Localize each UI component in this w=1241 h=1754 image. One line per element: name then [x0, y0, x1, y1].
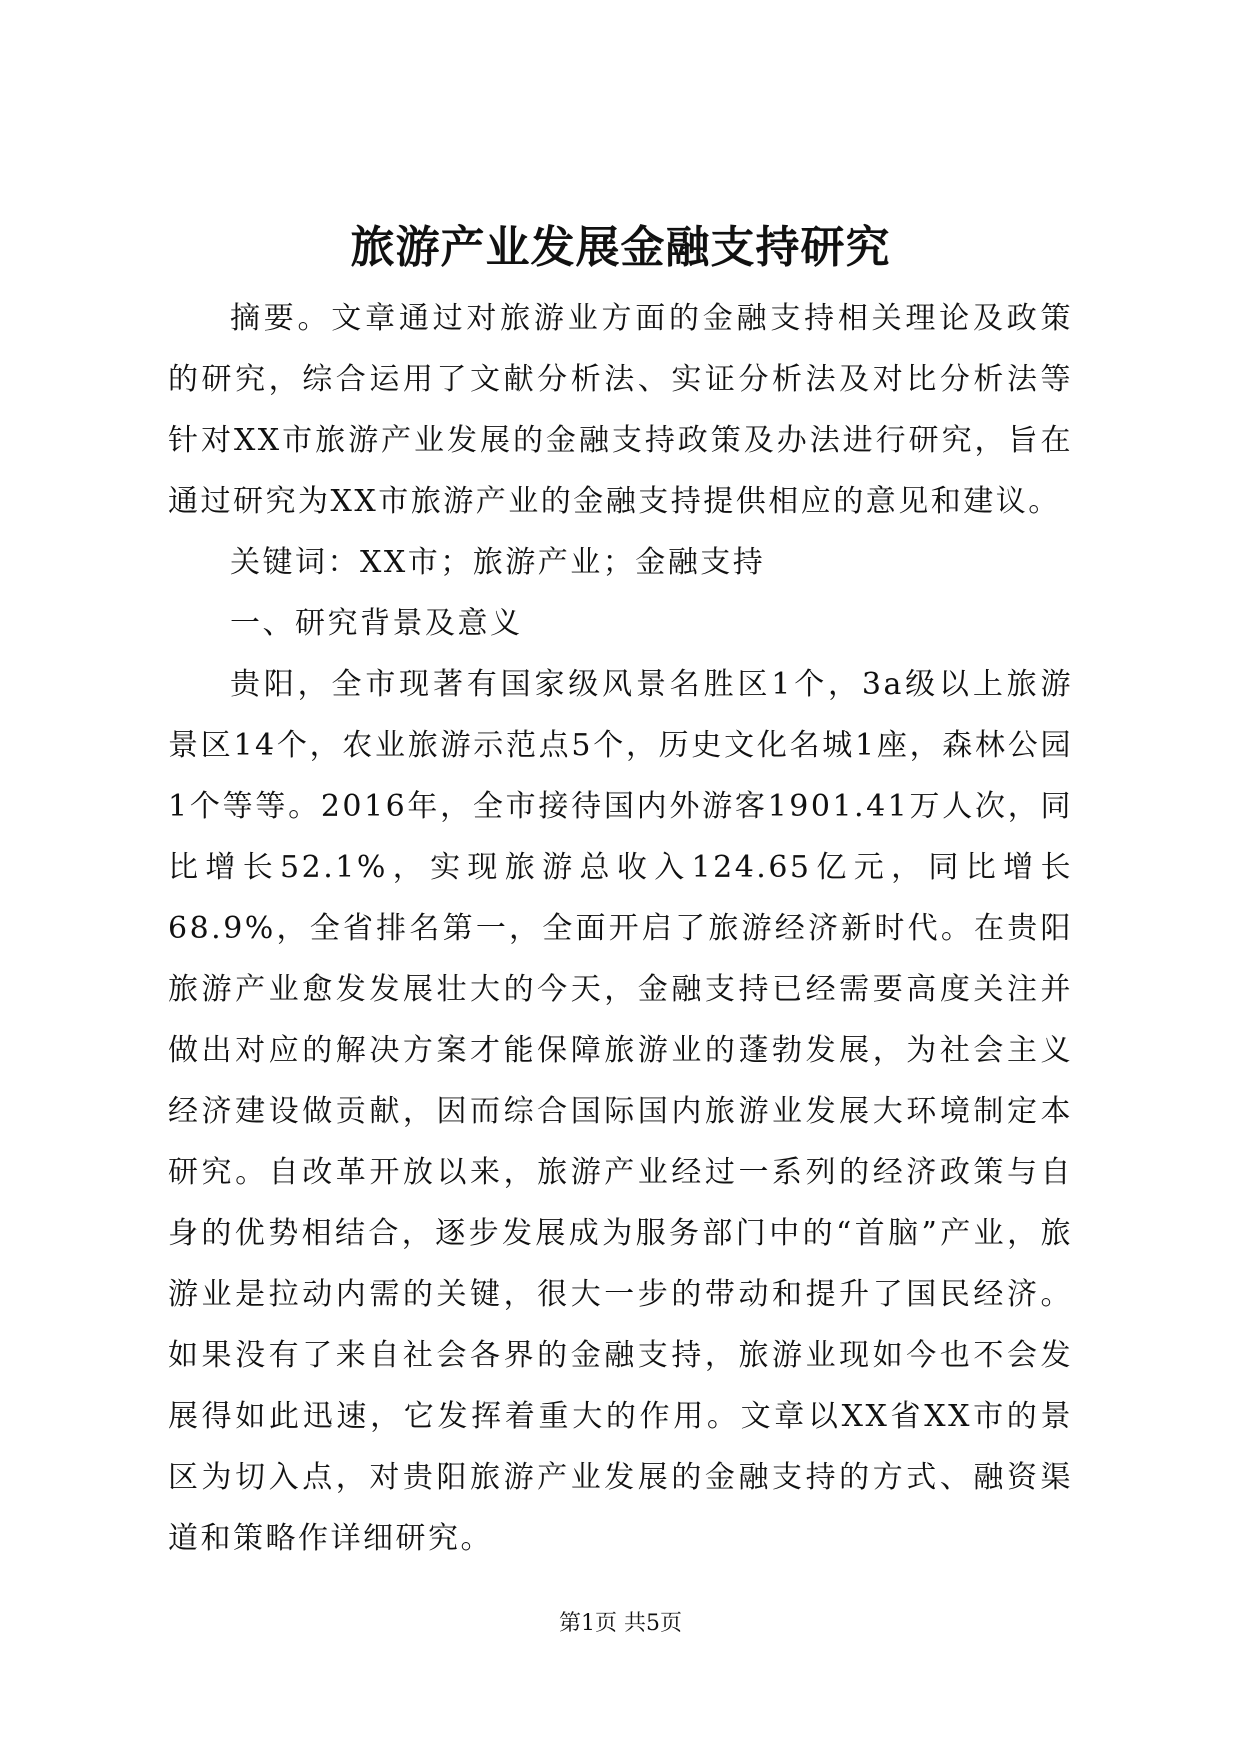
- page-footer: 第1页 共5页: [559, 1611, 682, 1636]
- keywords-paragraph: 关键词：XX市；旅游产业；金融支持: [230, 545, 766, 580]
- document-title: 旅游产业发展金融支持研究: [350, 222, 891, 273]
- body-paragraph: 贵阳，全市现著有国家级风景名胜区1个，3a级以上旅游景区14个，农业旅游示范点5个，历史文化名城1座，森林公园1个等等。2016年，全市接待国内外游客1901.41万人次，同比增长52.1%，实现旅游总收入124.65亿元，同比增长68.9%，全省排名第一，全面开启了旅游经济新时代。在贵阳旅游产业愈发发展壮大的今天，金融支持已经需要高度关注并做出对应的解决方案才能保障旅游业的蓬勃发展，为社会主义经济建设做贡献，因而综合国际国内旅游业发展大环境制定本研究。自改革开放以来，旅游产业经过一系列的经济政策与自身的优势相结合，逐步发展成为服务部门中的“首脑”产业，旅游业是拉动内需的关键，很大一步的带动和提升了国民经济。如果没有了来自社会各界的金融支持，旅游业现如今也不会发展得如此迅速，它发挥着重大的作用。文章以XX省XX市的景区为切入点，对贵阳旅游产业发展的金融支持的方式、融资渠道和策略作详细研究。: [168, 667, 1073, 1556]
- abstract-paragraph: 摘要。文章通过对旅游业方面的金融支持相关理论及政策的研究，综合运用了文献分析法、实证分析法及对比分析法等针对XX市旅游产业发展的金融支持政策及办法进行研究，旨在通过研究为XX市旅游产业的金融支持提供相应的意见和建议。: [168, 301, 1073, 519]
- section-heading: 一、研究背景及意义: [230, 606, 523, 641]
- document-body: [168, 288, 1073, 1569]
